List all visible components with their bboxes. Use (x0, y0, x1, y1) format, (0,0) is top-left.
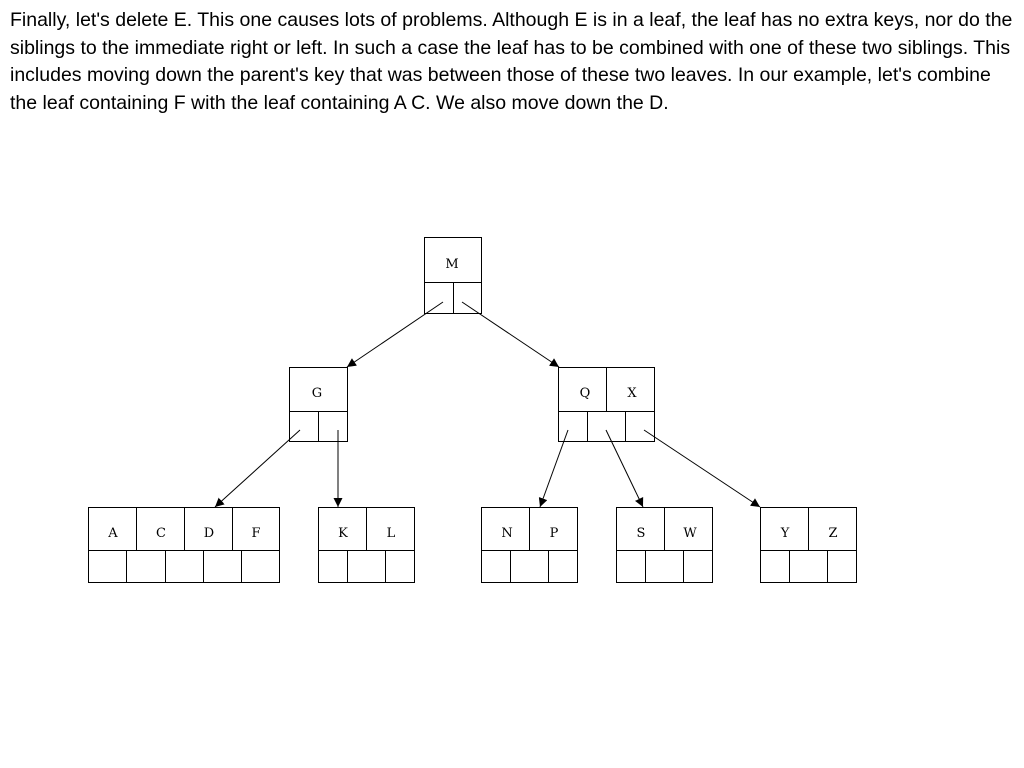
leaf-key-k: K (338, 526, 348, 541)
pointer-arrow-m-to-qx (462, 302, 559, 367)
leaf-key-z: Z (828, 526, 838, 541)
leaf-key-d: D (203, 526, 215, 541)
leaf-node-yz (761, 508, 857, 583)
leaf-key-c: C (156, 526, 166, 541)
leaf-key-f: F (251, 526, 261, 541)
leaf-key-n: N (501, 526, 513, 541)
root-key-m: M (445, 257, 459, 272)
leaf-key-a: A (108, 526, 118, 541)
leaf-key-l: L (386, 526, 396, 541)
pointer-arrow-qx-to-np (540, 430, 568, 507)
internal-key-g: G (311, 386, 323, 401)
description-text: Finally, let's delete E. This one causes lots of problems. Although E is in a leaf, the leaf has no extra keys, nor do the siblings to the immediate right or left. In such a case the leaf has to be combined with one of these two siblings. This includes moving down the parent's key that was between those of these two leaves. In our example, let's combine the leaf containing F with the leaf containing A C. We also move down the D. (10, 9, 1013, 114)
leaf-key-w: W (683, 526, 697, 541)
leaf-node-acdf (89, 508, 280, 583)
leaf-node-kl (319, 508, 415, 583)
root-node (425, 238, 482, 314)
leaf-key-s: S (636, 526, 646, 541)
pointer-arrow-g-to-acdf (215, 430, 300, 507)
pointer-arrow-m-to-g (347, 302, 443, 367)
internal-key-x: X (627, 386, 637, 401)
leaf-key-y: Y (780, 526, 790, 541)
internal-key-q: Q (579, 386, 591, 401)
pointer-arrow-qx-to-yz (644, 430, 760, 507)
internal-node-g (290, 368, 348, 442)
leaf-node-sw (617, 508, 713, 583)
leaf-key-p: P (549, 526, 559, 541)
leaf-node-np (482, 508, 578, 583)
